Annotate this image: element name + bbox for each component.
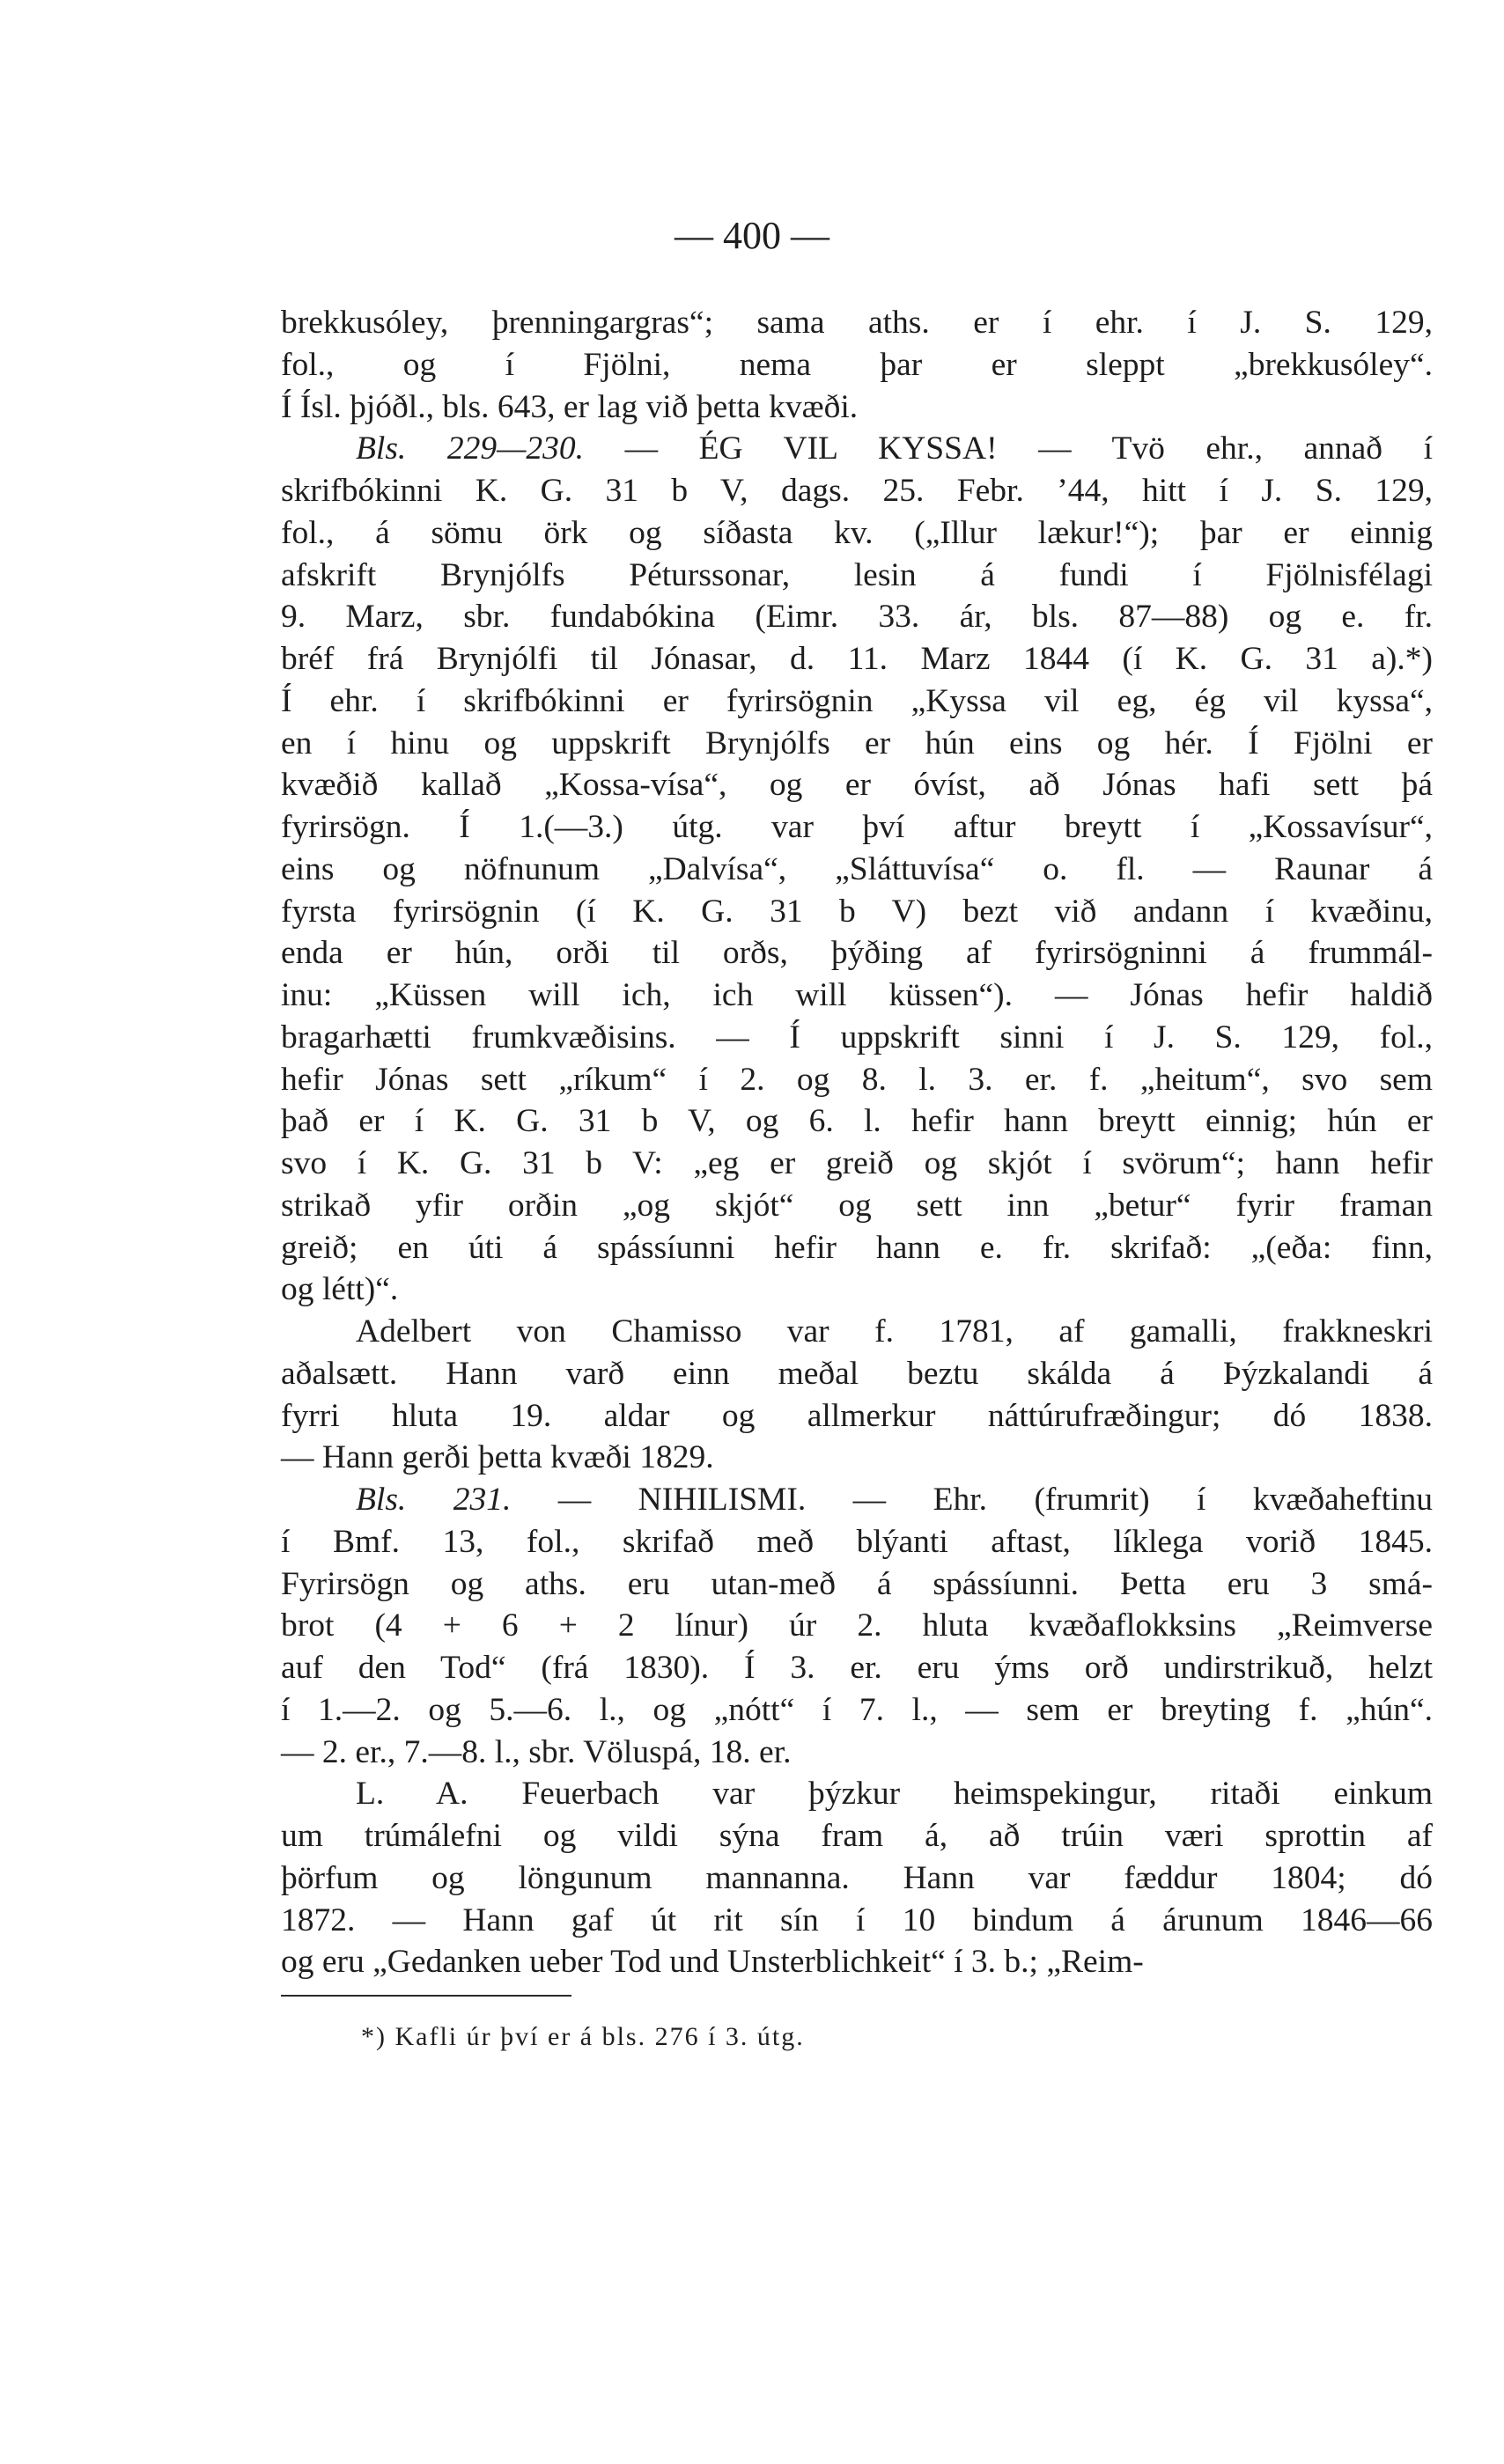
text-line: 1872. — Hann gaf út rit sín í 10 bindum á árunum 1846—66 [281,1901,1433,1938]
text-line: og eru „Gedanken ueber Tod und Unsterblichkeit“ í 3. b.; „Reim- [281,1944,1144,1981]
page-reference: Bls. 229—230. [356,430,585,467]
text-line: — Hann gerði þetta kvæði 1829. [281,1439,714,1476]
text-line: Bls. 231. — NIHILISMI. — Ehr. (frumrit) í kvæðaheftinu [356,1482,1433,1518]
text-line: auf den Tod“ (frá 1830). Í 3. er. eru ýms orð undirstrikuð, helzt [281,1650,1433,1686]
text-line: Bls. 229—230. — ÉG VIL KYSSA! — Tvö ehr., annað í [356,430,1434,467]
text-line: Í ehr. í skrifbókinni er fyrirsögnin „Kyssa vil eg, ég vil kyssa“, [281,682,1433,719]
text-line: bréf frá Brynjólfi til Jónasar, d. 11. Marz 1844 (í K. G. 31 a).*) [281,641,1433,677]
footnote: *) Kafli úr því er á bls. 276 í 3. útg. [361,2022,805,2051]
text-line: Fyrirsögn og aths. eru utan-með á spássíunni. Þetta eru 3 smá- [281,1565,1433,1602]
body-text [281,302,1433,1983]
paragraph [281,1311,1433,1479]
text-line: 9. Marz, sbr. fundabókina (Eimr. 33. ár, bls. 87—88) og e. fr. [281,599,1433,636]
page-reference: Bls. 231. [356,1482,512,1518]
text-line: kvæðið kallað „Kossa-vísa“, og er óvíst, að Jónas hafi sett þá [281,767,1433,804]
paragraph [281,1773,1433,1983]
page-number: — 400 — [675,214,829,257]
text-line: í 1.—2. og 5.—6. l., og „nótt“ í 7. l., — sem er breyting f. „hún“. [281,1691,1433,1728]
text-line: fyrsta fyrirsögnin (í K. G. 31 b V) bezt við andann í kvæðinu, [281,893,1433,930]
text-line: hefir Jónas sett „ríkum“ í 2. og 8. l. 3. er. f. „heitum“, svo sem [281,1061,1433,1098]
text-line: fol., á sömu örk og síðasta kv. („Illur lækur!“); þar er einnig [281,514,1433,551]
text-line: fol., og í Fjölni, nema þar er sleppt „brekkusóley“. [281,346,1433,383]
text-line: skrifbókinni K. G. 31 b V, dags. 25. Febr. ’44, hitt í J. S. 129, [281,473,1433,509]
text-line: greið; en úti á spássíunni hefir hann e. fr. skrifað: „(eða: finn, [281,1229,1433,1266]
text-line: Í Ísl. þjóðl., bls. 643, er lag við þetta kvæði. [281,388,859,425]
paragraph [281,1479,1433,1773]
text-line: brot (4 + 6 + 2 línur) úr 2. hluta kvæðaflokksins „Reimverse [281,1607,1433,1644]
footnote-divider [281,1995,571,1997]
text-line: bragarhætti frumkvæðisins. — Í uppskrift sinni í J. S. 129, fol., [281,1019,1433,1055]
text-line: brekkusóley, þrenningargras“; sama aths. er í ehr. í J. S. 129, [281,305,1433,341]
text-line: inu: „Küssen will ich, ich will küssen“). — Jónas hefir haldið [281,977,1433,1013]
text-line: og létt)“. [281,1271,399,1308]
text-line: svo í K. G. 31 b V: „eg er greið og skjót í svörum“; hann hefir [281,1145,1433,1181]
text-line: strikað yfir orðin „og skjót“ og sett inn „betur“ fyrir framan [281,1187,1433,1224]
text-line: afskrift Brynjólfs Péturssonar, lesin á fundi í Fjölnisfélagi [281,556,1433,593]
text-line: Adelbert von Chamisso var f. 1781, af gamalli, frakkneskri [356,1313,1433,1350]
text-line: fyrirsögn. Í 1.(—3.) útg. var því aftur breytt í „Kossavísur“, [281,809,1433,845]
text-line: það er í K. G. 31 b V, og 6. l. hefir hann breytt einnig; hún er [281,1103,1433,1140]
text-line: þörfum og löngunum mannanna. Hann var fæddur 1804; dó [281,1859,1433,1896]
text-line: aðalsætt. Hann varð einn meðal beztu skálda á Þýzkalandi á [281,1355,1433,1392]
text-line: fyrri hluta 19. aldar og allmerkur náttúrufræðingur; dó 1838. [281,1397,1433,1434]
text-line: en í hinu og uppskrift Brynjólfs er hún eins og hér. Í Fjölni er [281,724,1433,761]
text-line: í Bmf. 13, fol., skrifað með blýanti aftast, líklega vorið 1845. [281,1523,1433,1560]
text-line: enda er hún, orði til orðs, þýðing af fyrirsögninni á frummál- [281,935,1433,972]
text-line: L. A. Feuerbach var þýzkur heimspekingur, ritaði einkum [356,1776,1433,1813]
text-line: um trúmálefni og vildi sýna fram á, að trúin væri sprottin af [281,1818,1433,1854]
paragraph [281,428,1433,1311]
text-line: eins og nöfnunum „Dalvísa“, „Sláttuvísa“ o. fl. — Raunar á [281,850,1433,887]
text-line: — 2. er., 7.—8. l., sbr. Völuspá, 18. er. [281,1733,792,1770]
paragraph [281,302,1433,428]
